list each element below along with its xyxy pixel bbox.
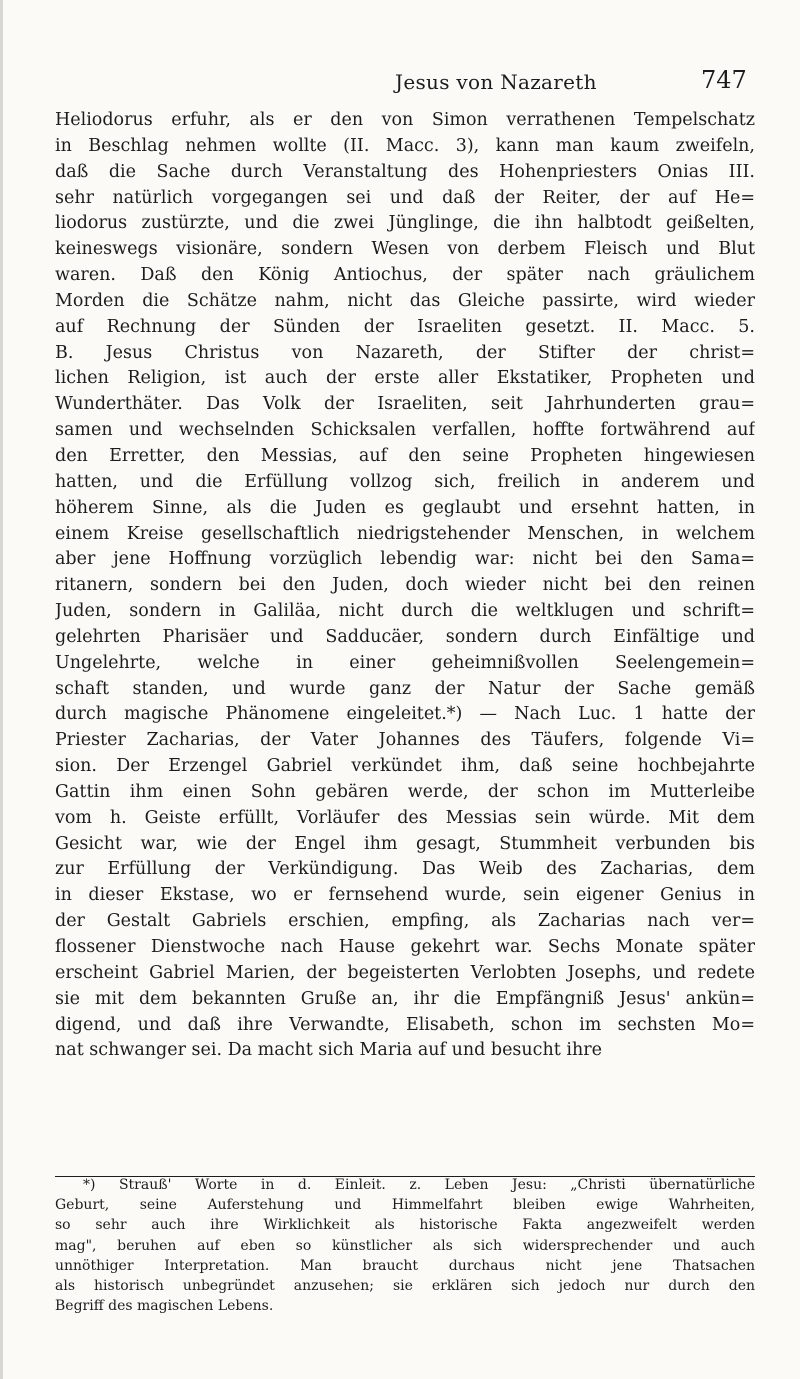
body-line: Morden die Schätze nahm, nicht das Gleiche passirte, wird wieder bbox=[55, 290, 755, 311]
body-line: durch magische Phänomene eingeleitet.*) — Nach Luc. 1 hatte der bbox=[55, 704, 755, 725]
body-line: aber jene Hoffnung vorzüglich lebendig war: nicht bei den Sama= bbox=[55, 549, 755, 570]
page-spine-edge bbox=[0, 0, 3, 1379]
body-line: Wunderthäter. Das Volk der Israeliten, seit Jahrhunderten grau= bbox=[55, 394, 755, 415]
footnote bbox=[55, 1175, 755, 1316]
footnote-line: *) Strauß' Worte in d. Einleit. z. Leben Jesu: „Christi übernatürliche bbox=[83, 1177, 755, 1193]
body-line: daß die Sache durch Veranstaltung des Hohenpriesters Onias III. bbox=[55, 161, 755, 182]
body-line: Heliodorus erfuhr, als er den von Simon verrathenen Tempelschatz bbox=[55, 110, 755, 130]
body-line: flossener Dienstwoche nach Hause gekehrt war. Sechs Monate später bbox=[55, 937, 755, 957]
body-line: Juden, sondern in Galiläa, nicht durch die weltklugen und schrift= bbox=[55, 601, 755, 622]
body-line: gelehrten Pharisäer und Sadducäer, sondern durch Einfältige und bbox=[55, 626, 755, 647]
body-line: hatten, und die Erfüllung vollzog sich, freilich in anderem und bbox=[55, 471, 755, 492]
body-line: erscheint Gabriel Marien, der begeisterten Verlobten Josephs, und redete bbox=[55, 962, 755, 983]
body-line: Ungelehrte, welche in einer geheimnißvollen Seelengemein= bbox=[55, 652, 755, 673]
body-line: Gattin ihm einen Sohn gebären werde, der schon im Mutterleibe bbox=[55, 781, 755, 802]
body-line: der Gestalt Gabriels erschien, empfing, als Zacharias nach ver= bbox=[55, 911, 755, 932]
body-line: ritanern, sondern bei den Juden, doch wieder nicht bei den reinen bbox=[55, 575, 755, 596]
body-line: digend, und daß ihre Verwandte, Elisabeth, schon im sechsten Mo= bbox=[55, 1014, 755, 1035]
body-line: den Erretter, den Messias, auf den seine Propheten hingewiesen bbox=[55, 445, 755, 466]
footnote-line: so sehr auch ihre Wirklichkeit als historische Fakta angezweifelt werden bbox=[55, 1217, 755, 1234]
body-line: in Beschlag nehmen wollte (II. Macc. 3), kann man kaum zweifeln, bbox=[55, 135, 755, 156]
body-line: Priester Zacharias, der Vater Johannes des Täufers, folgende Vi= bbox=[55, 730, 755, 751]
footnote-line: unnöthiger Interpretation. Man braucht durchaus nicht jene Thatsachen bbox=[55, 1257, 755, 1274]
body-line: keineswegs visionäre, sondern Wesen von derbem Fleisch und Blut bbox=[55, 239, 755, 260]
body-line: schaft standen, und wurde ganz der Natur der Sache gemäß bbox=[55, 678, 755, 699]
body-line: höherem Sinne, als die Juden es geglaubt und ersehnt hatten, in bbox=[55, 497, 755, 518]
running-title: Jesus von Nazareth bbox=[395, 70, 597, 94]
body-line: liodorus zustürzte, und die zwei Jünglinge, die ihn halbtodt geißelten, bbox=[55, 213, 755, 234]
body-line: waren. Daß den König Antiochus, der später nach gräulichem bbox=[55, 265, 755, 286]
page-number: 747 bbox=[701, 66, 747, 94]
body-text bbox=[55, 108, 755, 1064]
footnote-line: als historisch unbegründet anzusehen; sie erklären sich jedoch nur durch den bbox=[55, 1277, 755, 1294]
body-line: sehr natürlich vorgegangen sei und daß der Reiter, der auf He= bbox=[55, 187, 755, 208]
footnote-line: Begriff des magischen Lebens. bbox=[55, 1298, 274, 1315]
body-line: in dieser Ekstase, wo er fernsehend wurde, sein eigener Genius in bbox=[55, 885, 755, 906]
body-line: sion. Der Erzengel Gabriel verkündet ihm, daß seine hochbejahrte bbox=[55, 756, 755, 777]
body-line: lichen Religion, ist auch der erste aller Ekstatiker, Propheten und bbox=[55, 368, 755, 389]
body-line: vom h. Geiste erfüllt, Vorläufer des Messias sein würde. Mit dem bbox=[55, 807, 755, 828]
body-line: samen und wechselnden Schicksalen verfallen, hoffte fortwährend auf bbox=[55, 420, 755, 441]
body-line: B. Jesus Christus von Nazareth, der Stifter der christ= bbox=[55, 342, 755, 363]
footnote-line: Geburt, seine Auferstehung und Himmelfahrt bleiben ewige Wahrheiten, bbox=[55, 1197, 755, 1214]
body-line: auf Rechnung der Sünden der Israeliten gesetzt. II. Macc. 5. bbox=[55, 316, 755, 337]
body-line: zur Erfüllung der Verkündigung. Das Weib des Zacharias, dem bbox=[55, 859, 755, 880]
body-line: Gesicht war, wie der Engel ihm gesagt, Stummheit verbunden bis bbox=[55, 833, 755, 854]
body-line: sie mit dem bekannten Gruße an, ihr die Empfängniß Jesus' ankün= bbox=[55, 988, 755, 1009]
footnote-line: mag", beruhen auf eben so künstlicher als sich widersprechender und auch bbox=[55, 1237, 755, 1254]
body-line: nat schwanger sei. Da macht sich Maria auf und besucht ihre bbox=[55, 1040, 602, 1061]
body-line: einem Kreise gesellschaftlich niedrigstehender Menschen, in welchem bbox=[55, 523, 755, 544]
